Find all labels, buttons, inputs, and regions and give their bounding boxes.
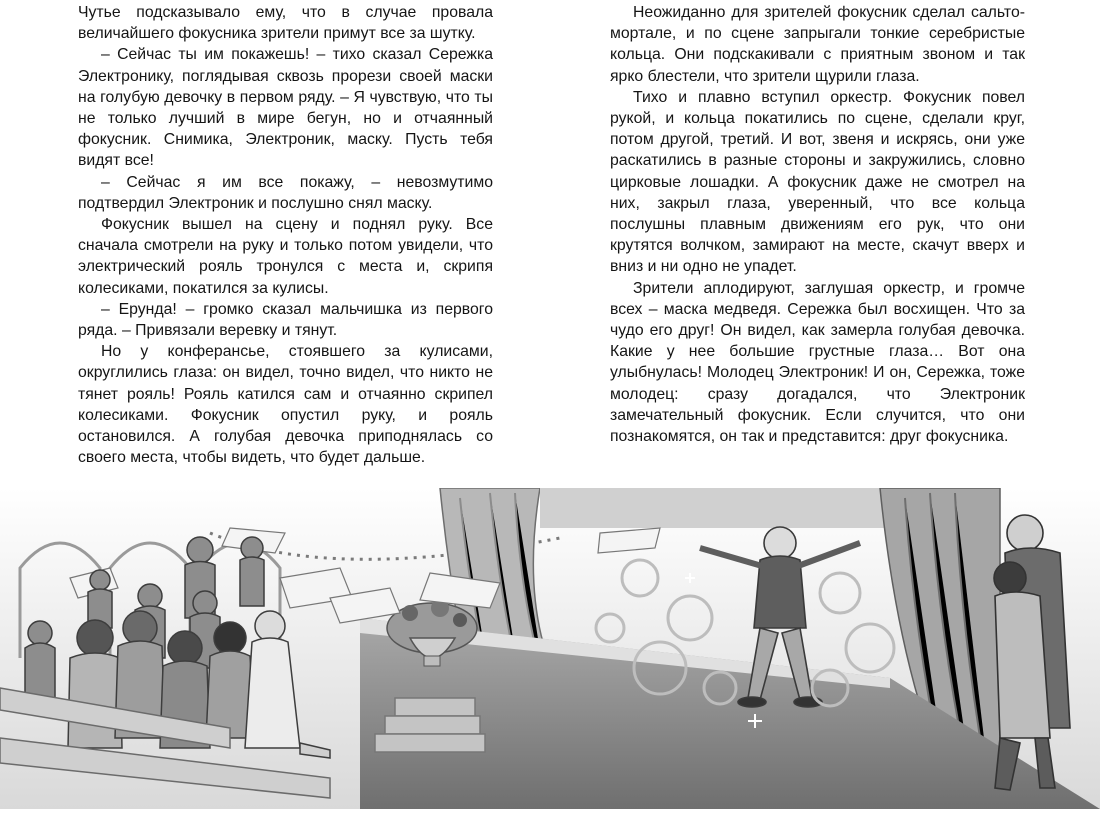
paragraph: – Сейчас ты им покажешь! – тихо сказал Сережка Электронику, поглядывая сквозь прорези своей маски на голубую девочку в первом ряду. – Я чувствую, что ты не только лучший в мире бегун, но и отчаянный фокусник. Снимика, Электроник, маску. Пусть тебя видят все! [78,46,493,170]
illustration-svg [0,488,1100,809]
paragraph: Но у конферансье, стоявшего за кулисами, округлились глаза: он видел, точно видел, что никто не тянет рояль! Рояль катился сам и отчаянно скрипел колесиками. Фокусник опустил руку, и рояль остановился. А голубая девочка приподнялась со своего места, чтобы видеть, что будет дальше. [78,343,493,467]
paragraph: Зрители аплодируют, заглушая оркестр, и громче всех – маска медведя. Сережка был восхищен. Что за чудо его друг! Он видел, как замерла голубая девочка. Какие у нее большие грустные глаза… Вот она улыбнулась! Молодец Электроник! И он, Сережка, тоже молодец: сразу догадался, что Электроник замечательный фокусник. Если случится, что они познакомятся, он так и представится: друг фокусника. [610,279,1025,446]
paragraph: Фокусник вышел на сцену и поднял руку. Все сначала смотрели на руку и только потом увидели, что электрический рояль тронулся с места и, скрипя колесиками, покатился за кулисы. [78,216,493,297]
stage-scene-illustration [0,488,1100,809]
paragraph: Тихо и плавно вступил оркестр. Фокусник повел рукой, и кольца покатились по сцене, сделали круг, потом другой, третий. И вот, звеня и искрясь, они уже раскатились в разные стороны и закружились, словно цирковые лошадки. А фокусник даже не смотрел на них, закрыл глаза, уверенный, что все кольца послушны плавным движениям его рук, что они крутятся волчком, замирают на месте, скачут вверх и вниз и ни одно не упадет. [610,88,1025,276]
paragraph: Неожиданно для зрителей фокусник сделал сальто-мортале, и по сцене запрыгали тонкие серебристые кольца. Они подскакивали с приятным звоном и так ярко блестели, что зрители щурили глаза. [610,4,1025,85]
valance [540,488,890,528]
right-text-column [610,2,1025,447]
paragraph: – Ерунда! – громко сказал мальчишка из первого ряда. – Привязали веревку и тянут. [78,300,493,340]
left-text-column [78,2,493,468]
paragraph: Чутье подсказывало ему, что в случае провала величайшего фокусника зрители примут все за шутку. [78,4,493,43]
paragraph: – Сейчас я им все покажу, – невозмутимо подтвердил Электроник и послушно снял маску. [78,173,493,212]
